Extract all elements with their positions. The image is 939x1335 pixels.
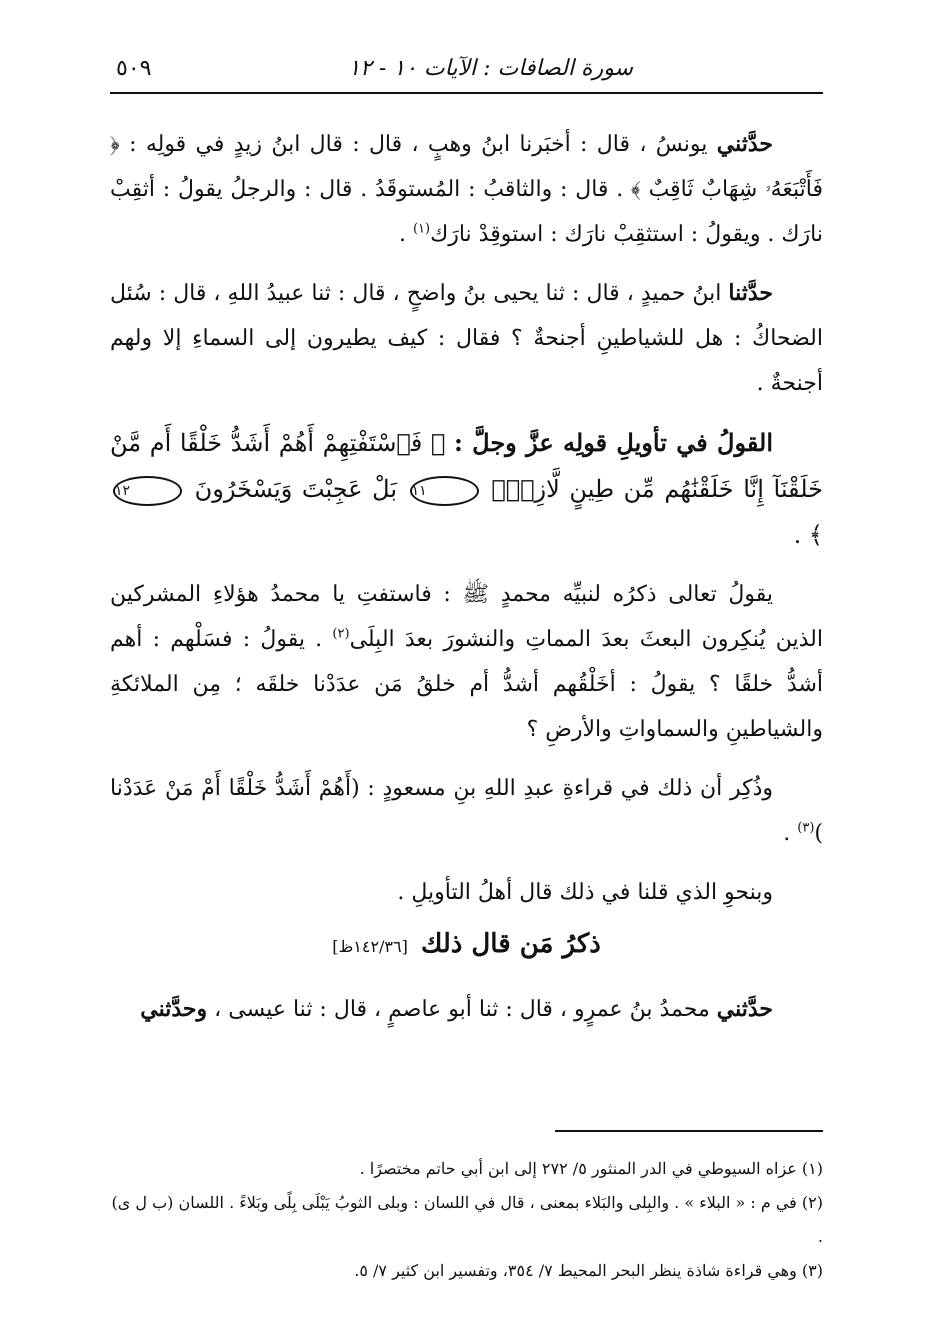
quran-verse-12: بَلْ عَجِبْتَ وَيَسْخَرُونَ <box>194 475 398 503</box>
narration-text: يونسُ ، قال : أخبَرنا ابنُ وهبٍ ، قال : قال ابنُ زيدٍ في قولِه : ﴿ فَأَتْبَعَهُۥ شِهَابٌ ثَاقِبٌ ﴾ . قال : والثاقبُ : المُستوقَدُ . قال : والرجلُ يقولُ : أثقِبْ نارَك . ويقولُ : استثقِبْ نارَك : استوقِدْ نارَك <box>110 132 823 247</box>
ayah-number-12: ١٢ <box>113 476 182 506</box>
hadith-paragraph-3 <box>110 987 823 1032</box>
narration-lead: حدَّثنا <box>728 280 774 306</box>
narration-lead: حدَّثني <box>716 996 773 1022</box>
footnotes <box>110 1152 823 1288</box>
commentary-text-cont: . <box>783 821 798 846</box>
footnote-1: (١) عزاه السيوطي في الدر المنثور ٥/ ٢٧٢ إلى ابن أبي حاتم مختصرًا . <box>359 1159 823 1178</box>
hadith-paragraph-1 <box>110 122 823 257</box>
commentary-text-cont: . يقولُ : فسَلْهم : أهم أشدُّ خلقًا ؟ يقولُ : أخَلْقُهم أشدُّ أم خلقُ مَن عدَدْنا خلقَه ؛ مِن الملائكةِ والشياطينِ والسماواتِ والأرضِ ؟ <box>110 627 823 742</box>
footnote-ref-1: (١) <box>412 221 431 237</box>
commentary-paragraph-1 <box>110 572 823 752</box>
commentary-text: يقولُ تعالى ذكرُه لنبيِّه محمدٍ ﷺ : فاستفتِ يا محمدُ هؤلاءِ المشركين الذين يُنكِرون البعثَ بعدَ المماتِ والنشورَ بعدَ البِلَى <box>110 582 823 652</box>
narration-text: محمدُ بنُ عمرٍو ، قال : ثنا أبو عاصمٍ ، قال : ثنا عيسى ، <box>214 997 710 1022</box>
ayah-number-11: ١١ <box>410 476 479 506</box>
verse-heading-lead: القولُ في تأويلِ قولِه عزَّ وجلَّ : <box>453 428 773 457</box>
commentary-text: وبنحوِ الذي قلنا في ذلك قال أهلُ التأويلِ . <box>397 880 773 905</box>
narration-tail: وحدَّثني <box>140 996 208 1022</box>
commentary-paragraph-2 <box>110 766 823 856</box>
commentary-text: وذُكِر أن ذلك في قراءةِ عبدِ اللهِ بنِ مسعودٍ : (أَهُمْ أَشَدُّ خَلْقًا أَمْ مَنْ عَدَدْنا ) <box>110 776 823 846</box>
narration-text: ابنُ حميدٍ ، قال : ثنا يحيى بنُ واضحٍ ، قال : ثنا عبيدُ اللهِ ، قال : سُئل الضحاكُ : هل للشياطينِ أجنحةٌ ؟ فقال : كيف يطيرون إلى السماءِ إلا ولهم أجنحةٌ . <box>110 281 823 396</box>
hadith-paragraph-2 <box>110 271 823 406</box>
section-heading-text: ذكرُ مَن قال ذلك <box>420 929 601 959</box>
narration-end: . <box>398 222 413 247</box>
quran-verse-11: ﴿ فَٱسْتَفْتِهِمْ أَهُمْ أَشَدُّ خَلْقًا أَم مَّنْ خَلَقْنَآ إِنَّا خَلَقْنَٰهُم مِّن طِينٍ لَّازِبٍۭ <box>110 429 823 503</box>
page-number: ٥٠٩ <box>116 56 152 81</box>
footnote-ref-3: (٣) <box>797 820 815 836</box>
commentary-paragraph-3 <box>110 870 823 915</box>
footnote-divider <box>555 1130 823 1132</box>
running-header <box>110 40 823 94</box>
book-page <box>110 40 823 1310</box>
surah-title: سورة الصافات : الآيات ١٠ - ١٢ <box>348 56 633 81</box>
verse-heading-end: ﴾ . <box>793 521 823 549</box>
verse-heading <box>110 420 823 558</box>
footnote-ref-2: (٢) <box>332 626 350 642</box>
manuscript-reference: [١٤٢/٣٦ظ] <box>332 937 408 956</box>
narration-lead: حدَّثني <box>716 131 774 157</box>
footnote-3: (٣) وهي قراءة شاذة ينظر البحر المحيط ٧/ ٣٥٤، وتفسير ابن كثير ٧/ ٥. <box>354 1261 823 1280</box>
section-heading <box>110 929 823 969</box>
footnote-2: (٢) في م : « البلاء » . والبِلى والبَلاء بمعنى ، قال في اللسان : وبلى الثوبُ يَبْلَى بِلًى وبَلاءً . اللسان (ب ل ى) . <box>111 1193 823 1246</box>
body-text <box>110 122 823 1032</box>
